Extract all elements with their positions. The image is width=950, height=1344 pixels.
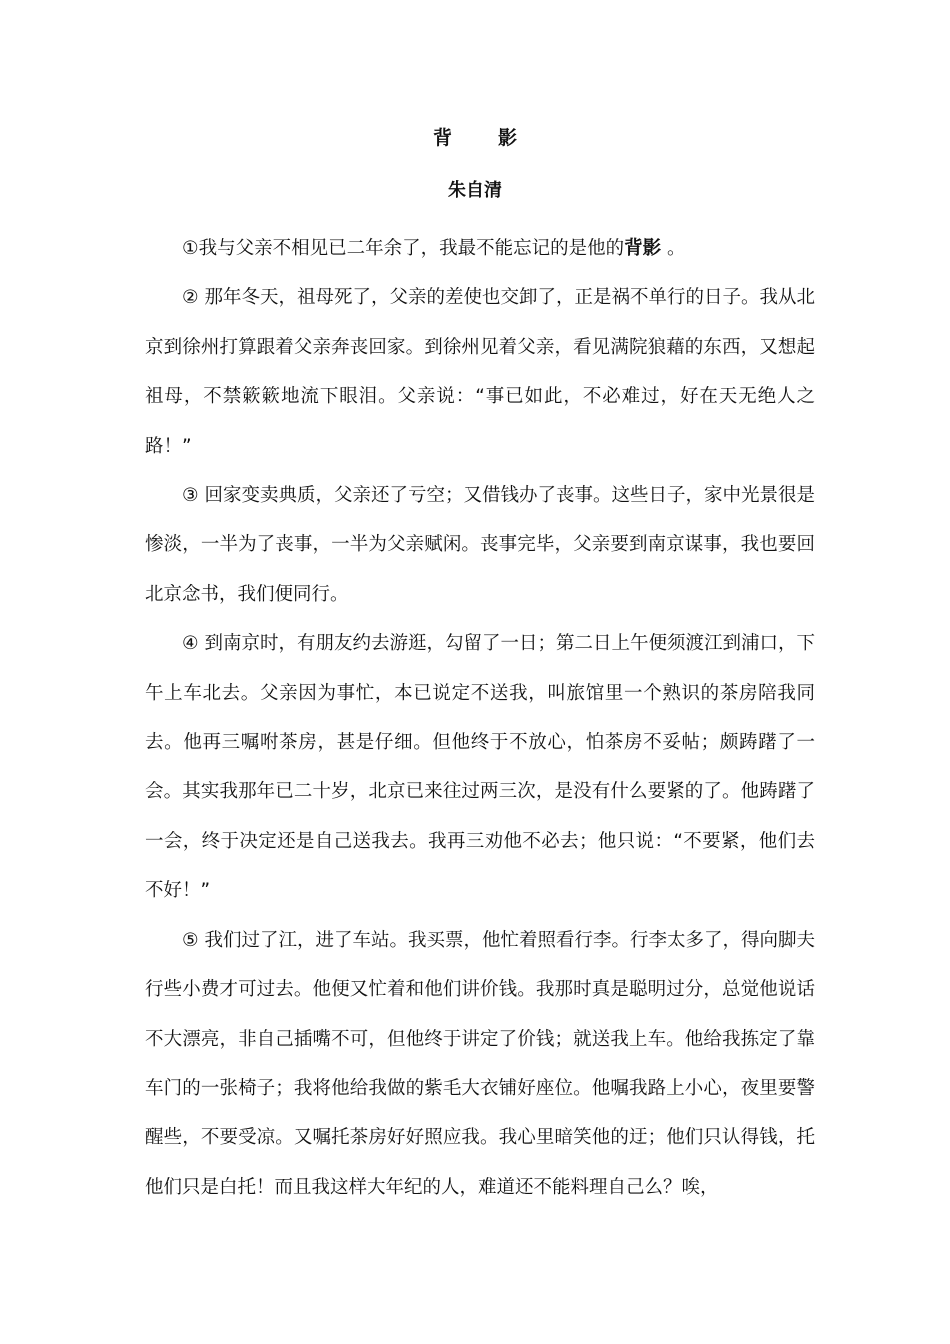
paragraph-1-prefix: ①我与父亲不相见已二年余了，我最不能忘记的是他的 (182, 238, 625, 259)
paragraph-4: ④ 到南京时，有朋友约去游逛，勾留了一日；第二日上午便须渡江到浦口，下午上车北去。父亲因为事忙，本已说定不送我，叫旅馆里一个熟识的茶房陪我同去。他再三嘱咐茶房，甚是仔细。但他终于不放心，怕茶房不妥帖；颇踌躇了一会。其实我那年已二十岁，北京已来往过两三次，是没有什么要紧的了。他踌躇了一会，终于决定还是自己送我去。我再三劝他不必去；他只说：“不要紧，他们去不好！” (145, 633, 815, 902)
paragraph-1 (145, 224, 815, 273)
paragraph-1-suffix: 。 (661, 238, 686, 259)
paragraph-3: ③ 回家变卖典质，父亲还了亏空；又借钱办了丧事。这些日子，家中光景很是惨淡，一半为了丧事，一半为父亲赋闲。丧事完毕，父亲要到南京谋事，我也要回北京念书，我们便同行。 (145, 485, 815, 605)
paragraph-1-emphasis: 背影 (624, 238, 662, 259)
paragraph-5: ⑤ 我们过了江，进了车站。我买票，他忙着照看行李。行李太多了，得向脚夫行些小费才可过去。他便又忙着和他们讲价钱。我那时真是聪明过分，总觉他说话不大漂亮，非自己插嘴不可，但他终于讲定了价钱；就送我上车。他给我拣定了靠车门的一张椅子；我将他给我做的紫毛大衣铺好座位。他嘱我路上小心，夜里要警醒些，不要受凉。又嘱托茶房好好照应我。我心里暗笑他的迂；他们只认得钱，托他们只是白托！而且我这样大年纪的人，难道还不能料理自己么？唉， (145, 929, 815, 1198)
title-char-1: 背 (432, 127, 452, 149)
essay-body (145, 224, 815, 1212)
page-title (0, 123, 950, 150)
paragraph-2: ② 那年冬天，祖母死了，父亲的差使也交卸了，正是祸不单行的日子。我从北京到徐州打算跟着父亲奔丧回家。到徐州见着父亲，看见满院狼藉的东西，又想起祖母，不禁簌簌地流下眼泪。父亲说：“事已如此，不必难过，好在天无绝人之路！” (145, 287, 815, 457)
title-char-2: 影 (498, 127, 518, 149)
author-name: 朱自清 (448, 180, 502, 201)
